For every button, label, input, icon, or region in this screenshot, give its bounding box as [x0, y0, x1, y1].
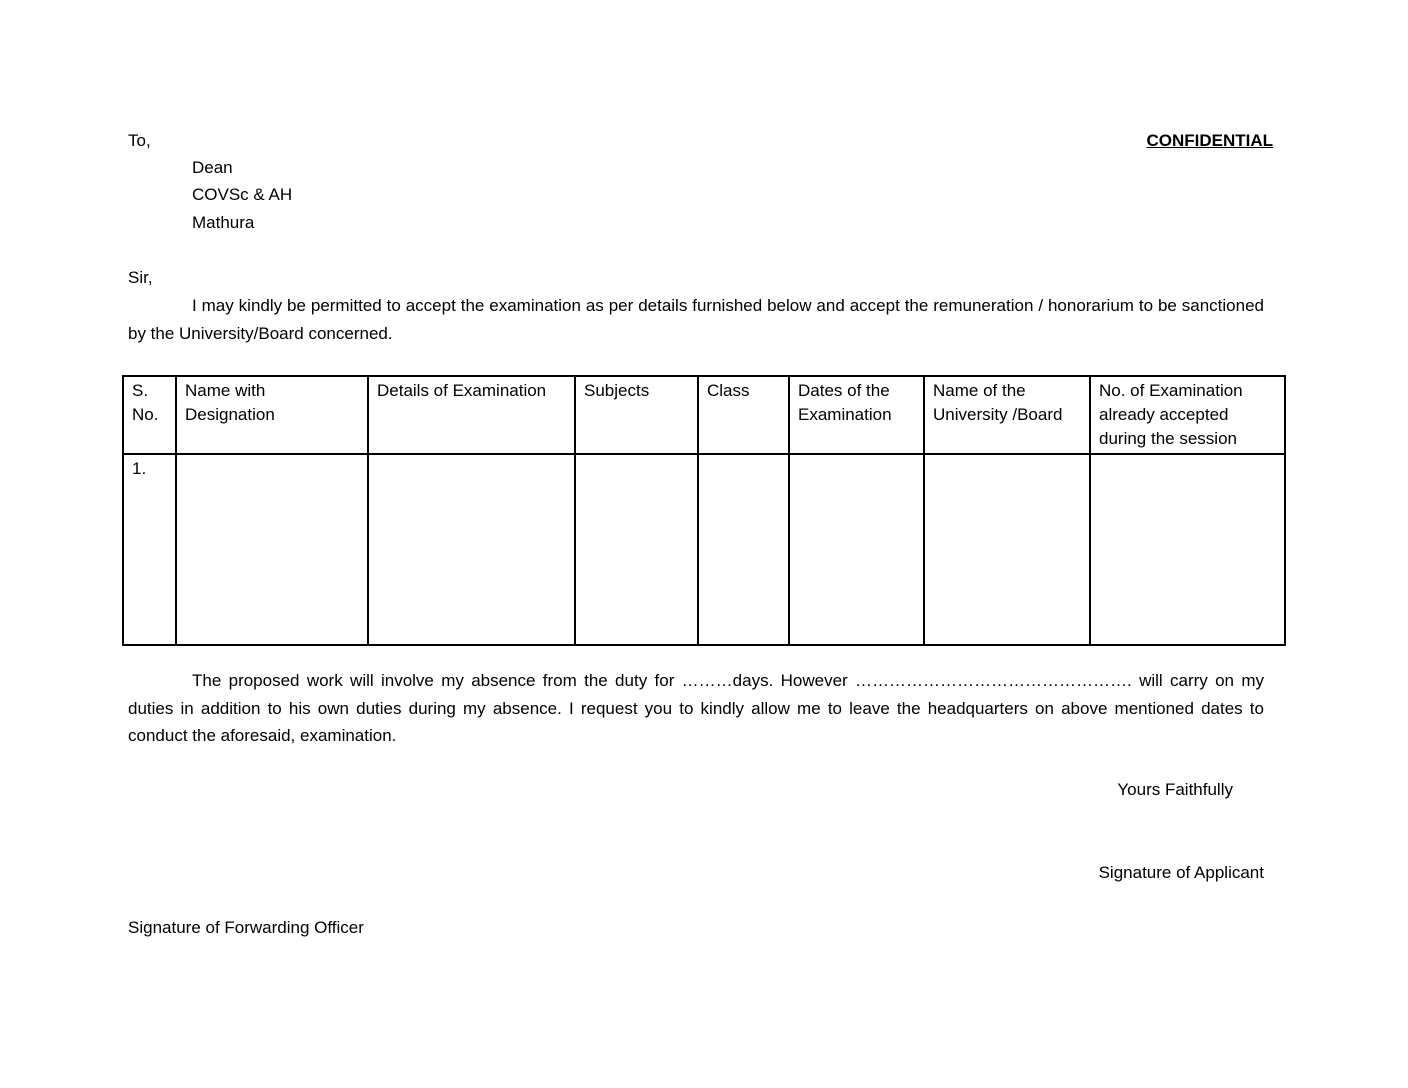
confidential-label: CONFIDENTIAL [1146, 131, 1273, 150]
header-exam-dates: Dates of the Examination [789, 376, 924, 454]
header-exams-accepted: No. of Examination already accepted during the session [1090, 376, 1285, 454]
cell-exam-dates[interactable] [789, 454, 924, 645]
sir-salutation: Sir, [128, 268, 153, 287]
signature-of-applicant: Signature of Applicant [1098, 863, 1264, 882]
table-row [123, 454, 1285, 645]
table-header-row [123, 376, 1285, 454]
to-salutation: To, [128, 131, 151, 150]
request-paragraph-text: I may kindly be permitted to accept the examination as per details furnished below and accept the remuneration / honorarium to be sanctioned by the University/Board concerned. [128, 296, 1264, 343]
examination-details-table [122, 375, 1286, 646]
cell-subjects[interactable] [575, 454, 698, 645]
header-s-no: S. No. [123, 376, 176, 454]
header-university-board: Name of the University /Board [924, 376, 1090, 454]
address-line-college: COVSc & AH [192, 185, 293, 204]
cell-university-board[interactable] [924, 454, 1090, 645]
header-exam-details: Details of Examination [368, 376, 575, 454]
cell-exam-details[interactable] [368, 454, 575, 645]
closing-yours-faithfully: Yours Faithfully [1117, 780, 1233, 799]
header-class: Class [698, 376, 789, 454]
address-line-city: Mathura [192, 213, 255, 232]
signature-of-forwarding-officer: Signature of Forwarding Officer [128, 918, 364, 937]
cell-name-designation[interactable] [176, 454, 368, 645]
cell-exams-accepted[interactable] [1090, 454, 1285, 645]
request-paragraph [128, 292, 1264, 347]
header-subjects: Subjects [575, 376, 698, 454]
header-name-designation: Name with Designation [176, 376, 368, 454]
address-line-dean: Dean [192, 158, 233, 177]
cell-class[interactable] [698, 454, 789, 645]
absence-paragraph-text: The proposed work will involve my absence from the duty for ………days. However …………………………………………. will carry on my duties in addition to his own duties during my absence. I request you to kindly allow me to leave the headquarters on above mentioned dates to conduct the aforesaid, examination. [128, 671, 1264, 745]
cell-s-no: 1. [123, 454, 176, 645]
absence-paragraph [128, 667, 1264, 750]
